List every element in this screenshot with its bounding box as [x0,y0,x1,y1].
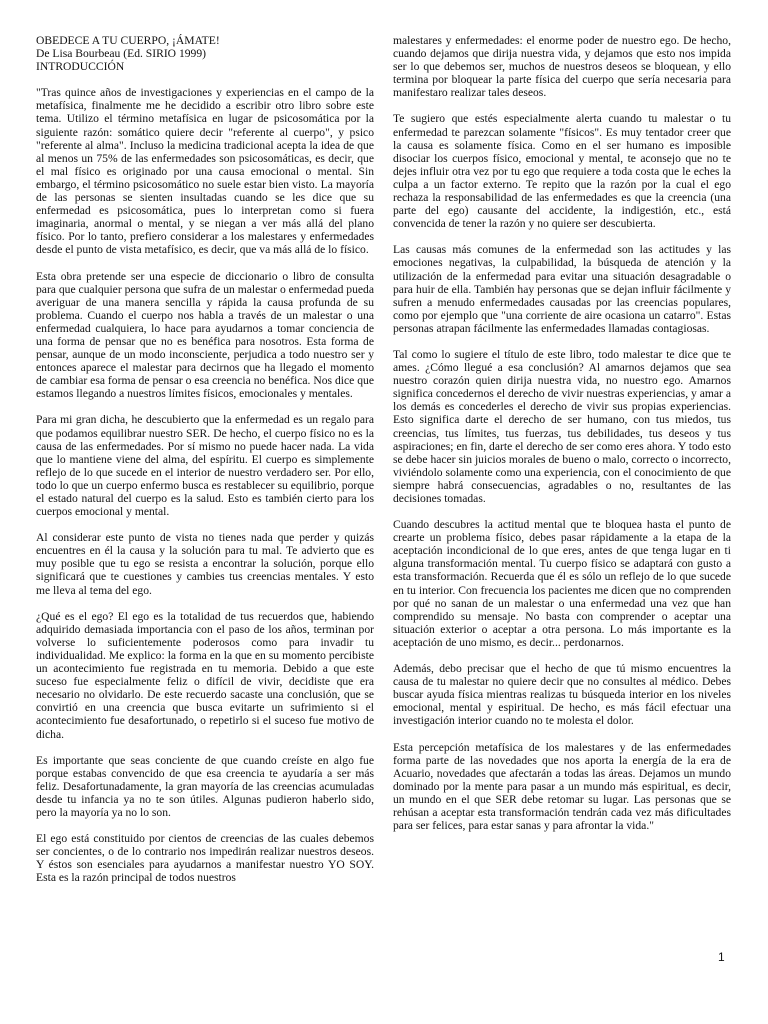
left-column [36,34,374,884]
paragraph: Para mi gran dicha, he descubierto que la enfermedad es un regalo para que podamos equilibrar nuestro SER. De hecho, el cuerpo físico no es la causa de las enfermedades. Por sí mismo no puede hacer nada. La vida que lo mantiene viene del alma, del espíritu. El cuerpo es simplemente reflejo de lo que sucede en el interior de nuestro verdadero ser. Por ello, todo lo que un cuerpo enfermo busca es restablecer su equilibrio, porque el estado natural del cuerpo es la salud. Esto es también cierto para los cuerpos emocional y mental. [36,413,374,519]
paragraph: Las causas más comunes de la enfermedad son las actitudes y las emociones negativas, la culpabilidad, la búsqueda de atención y la utilización de la enfermedad para evitar una situación desagradable o para huir de ella. También hay personas que se dejan influir fácilmente y sufren a menudo enfermedades causadas por las creencias populares, como por ejemplo que "una corriente de aire ocasiona un catarro". Estas personas atrapan fácilmente las enfermedades llamadas contagiosas. [393,243,731,335]
paragraph: malestares y enfermedades: el enorme poder de nuestro ego. De hecho, cuando dejamos que dirija nuestra vida, y dejamos que esto nos impida ser lo que debemos ser, muchos de nuestros deseos se bloquean, y ello termina por bloquear la parte física del cuerpo que sería necesaria para manifestaro realizar tales deseos. [393,34,731,100]
page-number: 1 [718,950,725,964]
paragraph: El ego está constituido por cientos de creencias de las cuales debemos ser concientes, o de lo contrario nos impedirán realizar nuestros deseos. Y éstos son esenciales para ayudarnos a manifestar nuestro YO SOY. Esta es la razón principal de todos nuestros [36,832,374,885]
paragraph: ¿Qué es el ego? El ego es la totalidad de tus recuerdos que, habiendo adquirido demasiada importancia con el paso de los años, terminan por volverse lo suficientemente poderosos como para invadir tu individualidad. Me explico: la forma en la que en su momento percibiste un acontecimiento fue registrada en tu memoria. Debido a que este suceso fue especialmente feliz o difícil de vivir, decidiste que era necesario no olvidarlo. De este recuerdo sacaste una conclusión, que se convirtió en una creencia que busca evitarte un sufrimiento si el acontecimiento fue desafortunado, o repetirlo si el suceso fue motivo de dicha. [36,609,374,741]
paragraph: Esta percepción metafísica de los malestares y de las enfermedades forma parte de las novedades que nos aporta la energía de la era de Acuario, novedades que afectarán a todas las áreas. Dejamos un mundo dominado por la mente para pasar a un mundo más espiritual, es decir, un mundo en el que SER debe retomar su lugar. Las personas que se rehúsan a aceptar esta transformación tendrán cada vez más dificultades para ser felices, para estar sanas y para afrontar la vida." [393,740,731,833]
document-header [36,34,374,73]
paragraph: Esta obra pretende ser una especie de diccionario o libro de consulta para que cualquier persona que sufra de un malestar o enfermedad pueda averiguar de una manera sencilla y rápida la causa profunda de su problema. Cuando el cuerpo nos habla a través de un malestar o una enfermedad cualquiera, lo hace para ayudarnos a tomar conciencia de una forma de pensar que no es benéfica para nosotros. Esta forma de pensar, aunque de un modo inconsciente, perjudica a todo nuestro ser y entonces aparece el malestar para decirnos que ha llegado el momento de cambiar esa forma de pensar o esa creencia no benéfica. Nos dice que estamos llegando a nuestros límites físicos, emocionales y mentales. [36,269,374,401]
document-title: OBEDECE A TU CUERPO, ¡ÁMATE! [36,34,220,47]
paragraph: Tal como lo sugiere el título de este libro, todo malestar te dice que te ames. ¿Cómo llegué a esa conclusión? Al amarnos dejamos que sea nuestro corazón quien dirija nuestra vida, no nuestro ego. Amarnos significa concedernos el derecho de vivir nuestras experiencias, y amar a los demás es concederles el derecho de vivir sus propias experiencias. Esto significa darte el derecho de ser humano, con tus miedos, tus creencias, tus límites, tus fuerzas, tus debilidades, tus deseos y tus aspiraciones; en fin, darte el derecho de ser como eres ahora. Y todo esto se debe hacer sin juicios morales de bueno o malo, correcto o incorrecto, viviéndolo solamente como una experiencia, con el conocimiento de que siempre habrá consecuencias, agradables o no, resultantes de las decisiones tomadas. [393,347,731,505]
paragraph: "Tras quince años de investigaciones y experiencias en el campo de la metafísica, finalmente me he decidido a escribir otro libro sobre este tema. Utilizo el término metafísica en lugar de psicosomática por la siguiente razón: somático quiere decir "referente al cuerpo", y psico "referente al alma". Incluso la medicina tradicional acepta la idea de que al menos un 75% de las enfermedades son psicosomáticas, es decir, que el mal físico es originado por una causa emocional o mental. Sin embargo, el término psicosomático no suele estar bien visto. La mayoría de las personas se sienten insultadas cuando se les dice que su enfermedad es psicosomática, pues lo interpretan como si fuera imaginaria, anormal o mental, y se niegan a ver más allá del plano físico. Por lo tanto, prefiero considerar a los malestares y enfermedades desde el punto de vista metafísico, es decir, que va más allá de lo físico. [36,86,374,257]
paragraph: Cuando descubres la actitud mental que te bloquea hasta el punto de crearte un problema físico, debes pasar rápidamente a la etapa de la aceptación incondicional de lo que eres, antes de que tenga lugar en ti alguna transformación mental. Tu cuerpo físico se adaptará con gusto a esta transformación. Recuerda que él es sólo un reflejo de lo que sucede en tu interior. Con frecuencia los pacientes me dicen que no comprenden por qué no sanan de un malestar o una enfermedad una vez que han comprendido su mensaje. No basta con comprender o aceptar una situación exterior o aceptar a otra persona. Lo más importante es la aceptación de uno mismo, es decir... perdonarnos. [393,518,731,649]
right-column [393,34,731,832]
section-heading: INTRODUCCIÓN [36,60,125,74]
paragraph: Te sugiero que estés especialmente alerta cuando tu malestar o tu enfermedad te parezcan solamente "físicos". Es muy tentador creer que la causa es solamente física. Como en el ser humano es imposible disociar los cuerpos físico, emocional y mental, te aconsejo que no te dejes influir otra vez por tu ego que requiere a toda costa que le eches la culpa a un factor externo. Te repito que la razón por la cual el ego rechaza la responsabilidad de las enfermedades es que la creencia (una parte del ego) causante del accidente, la indigestión, etc., está convencida de tener la razón y no quiere ser descubierta. [393,112,731,231]
paragraph: Es importante que seas conciente de que cuando creíste en algo fue porque estabas convencido de que esa creencia te ayudaría a ser más feliz. Desafortunadamente, la gran mayoría de las creencias acumuladas desde tu infancia ya no te son útiles. Algunas pudieron haberlo sido, pero la mayoría ya no lo son. [36,753,374,819]
paragraph: Al considerar este punto de vista no tienes nada que perder y quizás encuentres en él la causa y la solución para tu mal. Te advierto que es muy posible que tu ego se resista a encontrar la solución, porque ello significará que te cuestiones y cambies tus creencias mentales. Y esto me lleva al tema del ego. [36,531,374,597]
paragraph: Además, debo precisar que el hecho de que tú mismo encuentres la causa de tu malestar no quiere decir que no consultes al médico. Debes buscar ayuda física mientras realizas tu búsqueda interior en los niveles emocional, mental y espiritual. De hecho, es más fácil efectuar una investigación interior cuando no te molesta el dolor. [393,662,731,728]
author-line: De Lisa Bourbeau (Ed. SIRIO 1999) [36,47,207,61]
